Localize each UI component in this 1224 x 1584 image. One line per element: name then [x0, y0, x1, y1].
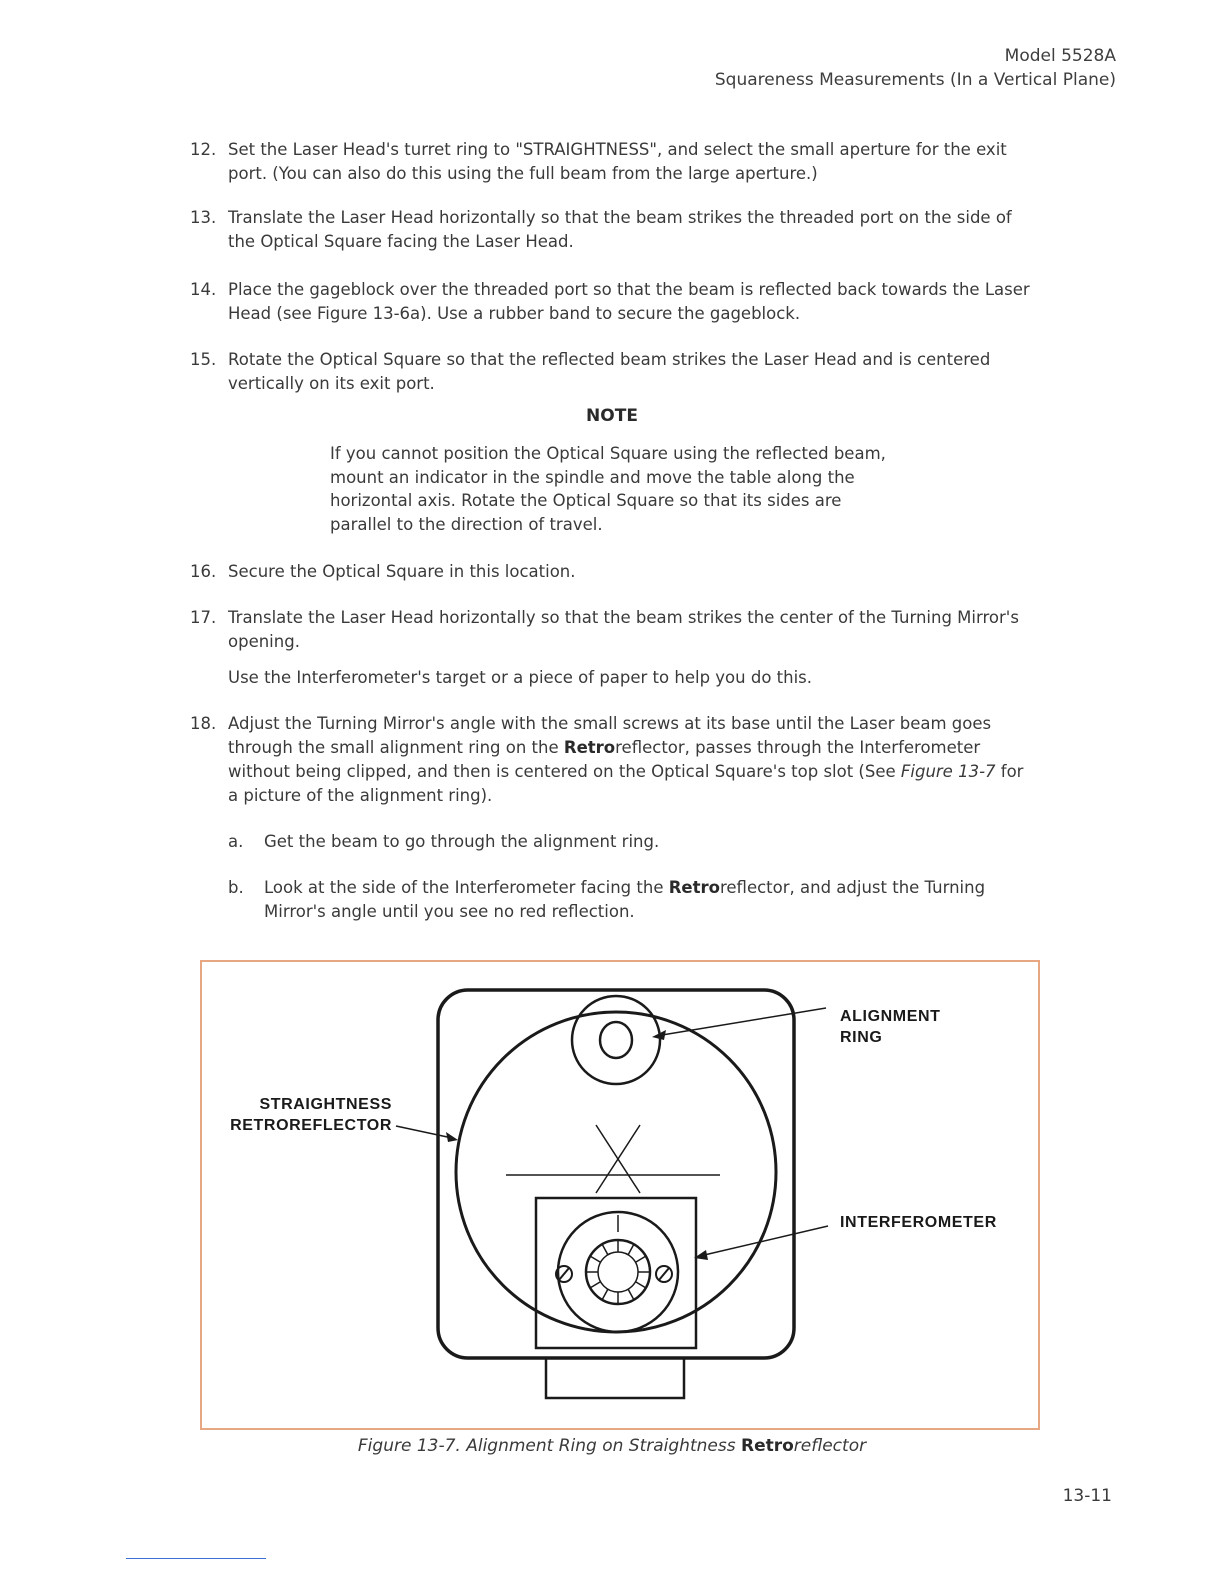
- retro-bold: Retro: [563, 738, 616, 757]
- step-text-part: Adjust the Turning Mirror's angle with the small screws at its base until the Laser beam goes through the small alignment ring on the: [228, 714, 992, 757]
- step-text: Secure the Optical Square in this location.: [228, 562, 576, 581]
- substep-b: [228, 876, 1028, 924]
- step-text: [228, 712, 1030, 808]
- step-17: [190, 606, 1030, 654]
- note-title: NOTE: [586, 406, 638, 426]
- label-straightness-retroreflector: [220, 1094, 392, 1136]
- label-alignment-ring: [840, 1006, 941, 1048]
- step-16: [190, 560, 1030, 584]
- step-text: Set the Laser Head's turret ring to "STRAIGHTNESS", and select the small aperture for the exit port. (You can also do this using the full beam from the large aperture.): [228, 140, 1007, 183]
- substep-letter: a.: [228, 832, 244, 851]
- substep-text: Get the beam to go through the alignment ring.: [264, 832, 660, 851]
- figure-reference: Figure 13-7: [900, 762, 996, 781]
- footer-link-underline: [126, 1558, 266, 1559]
- interferometer-inner: [598, 1252, 638, 1292]
- label-line: STRAIGHTNESS: [259, 1096, 392, 1113]
- step-number: 17.: [190, 608, 217, 627]
- arrowhead-straightness: [446, 1132, 458, 1142]
- retro-bold: Retro: [668, 878, 720, 897]
- step-text-part: for a picture of the alignment ring).: [228, 762, 1024, 805]
- substep-text-part: reflector, and adjust the Turning Mirror's angle until you see no red reflection.: [264, 878, 986, 921]
- step-text: Translate the Laser Head horizontally so that the beam strikes the threaded port on the side of the Optical Square facing the Laser Head.: [228, 208, 1012, 251]
- header-section: Squareness Measurements (In a Vertical Plane): [714, 70, 1116, 90]
- step-number: 14.: [190, 280, 217, 299]
- step-number: 12.: [190, 140, 217, 159]
- caption-text: reflector: [793, 1436, 867, 1456]
- label-line: RING: [840, 1029, 883, 1046]
- alignment-ring: [572, 996, 660, 1084]
- substep-text-part: Look at the side of the Interferometer facing the: [264, 878, 669, 897]
- caption-text: Figure 13-7. Alignment Ring on Straightness: [357, 1436, 741, 1456]
- base-mount: [546, 1358, 684, 1398]
- leader-straightness: [396, 1126, 452, 1138]
- note-body: If you cannot position the Optical Square using the reflected beam, mount an indicator in the spindle and move the table along the horizontal axis. Rotate the Optical Square so that its sides are parallel to the direction of travel.: [330, 444, 886, 534]
- substep-letter: b.: [228, 878, 244, 897]
- caption-bold: Retro: [740, 1436, 794, 1456]
- arrowheads: [446, 1030, 708, 1260]
- step-text: Place the gageblock over the threaded port so that the beam is reflected back towards the Laser Head (see Figure 13-6a). Use a rubber band to secure the gageblock.: [228, 280, 1030, 323]
- label-line: RETROREFLECTOR: [230, 1117, 392, 1134]
- label-line: ALIGNMENT: [840, 1008, 941, 1025]
- step-number: 13.: [190, 208, 217, 227]
- main-circle: [456, 1012, 776, 1332]
- step-15: [190, 348, 1030, 396]
- header-model: Model 5528A: [1004, 46, 1116, 66]
- leader-alignment: [656, 1008, 826, 1036]
- step-text-part: reflector, passes through the Interferometer without being clipped, and then is centered on the Optical Square's top slot (See: [228, 738, 981, 781]
- step-14: [190, 278, 1030, 326]
- step-13: [190, 206, 1030, 254]
- step-number: 18.: [190, 714, 217, 733]
- substep-text: [264, 876, 1028, 924]
- step-number: 16.: [190, 562, 217, 581]
- step-text: Translate the Laser Head horizontally so that the beam strikes the center of the Turning Mirror's opening.: [228, 608, 1019, 651]
- step-18: [190, 712, 1030, 808]
- figure-caption: [0, 1436, 1224, 1456]
- step-17-extra: Use the Interferometer's target or a piece of paper to help you do this.: [228, 668, 813, 687]
- page-number: 13-11: [1062, 1486, 1112, 1506]
- substep-a: [228, 830, 1028, 854]
- alignment-ring-inner: [600, 1022, 632, 1058]
- label-interferometer: INTERFEROMETER: [840, 1214, 997, 1231]
- step-12: [190, 138, 1030, 186]
- step-number: 15.: [190, 350, 217, 369]
- step-text: Rotate the Optical Square so that the reflected beam strikes the Laser Head and is centered vertically on its exit port.: [228, 350, 991, 393]
